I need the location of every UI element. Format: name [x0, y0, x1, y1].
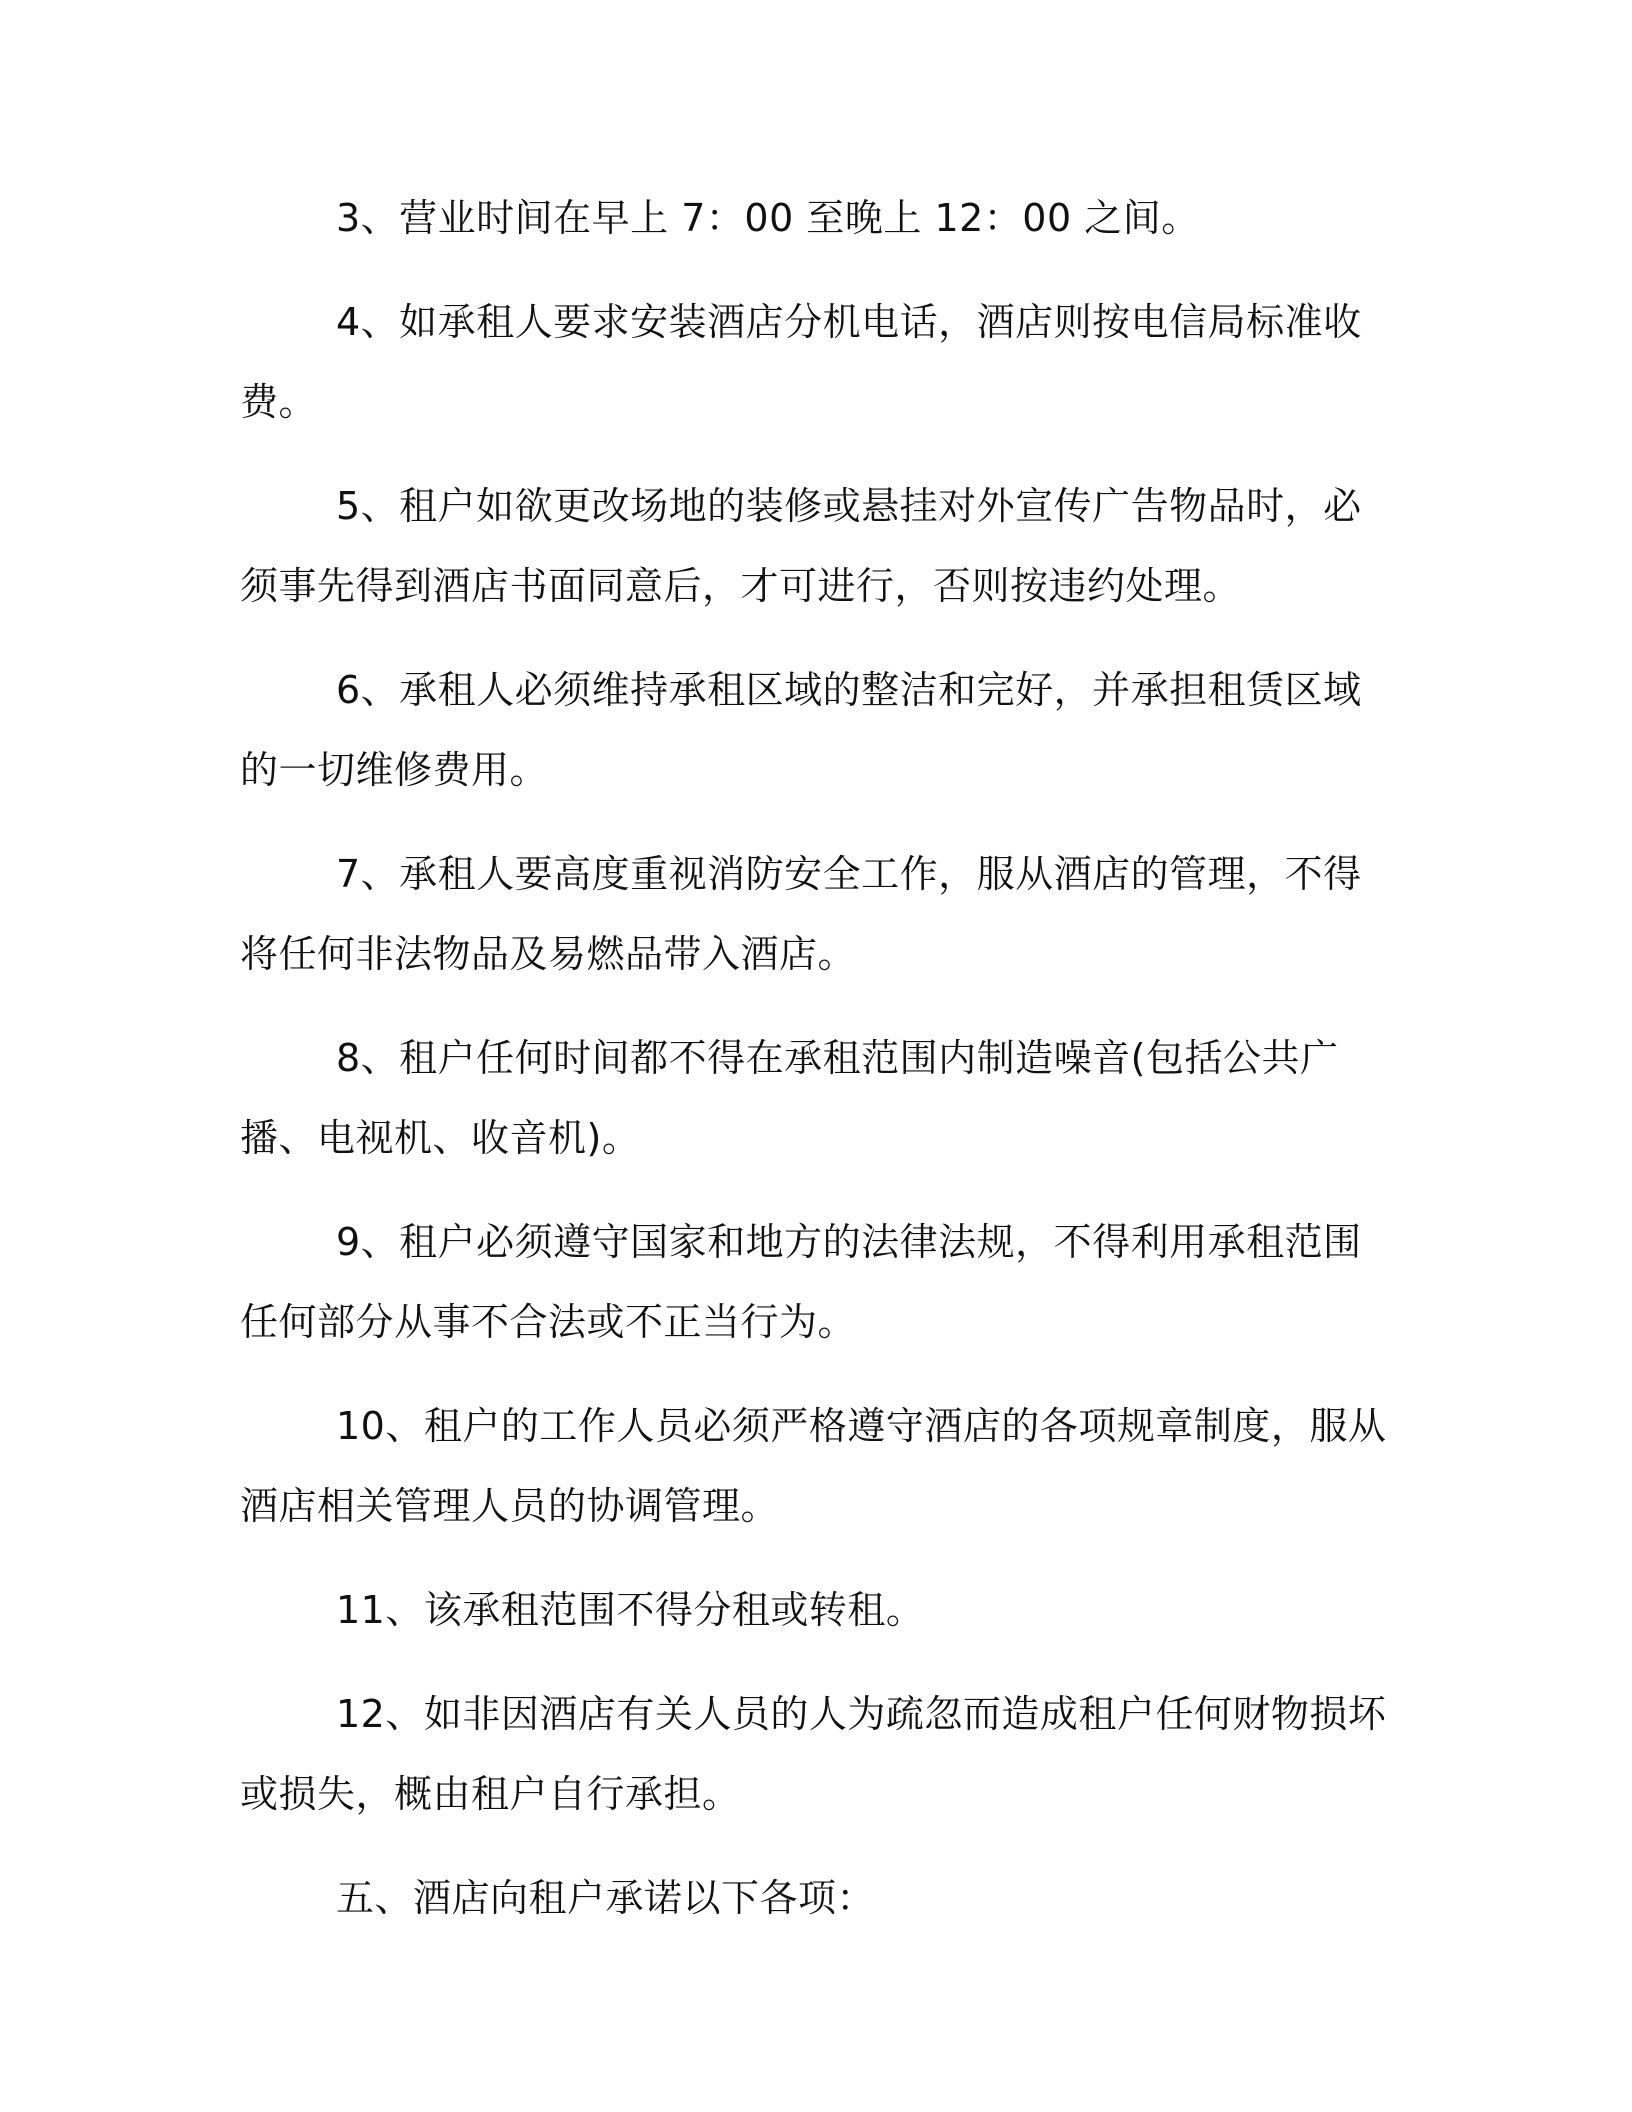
clause-7-fire-safety: 7、承租人要高度重视消防安全工作，服从酒店的管理，不得将任何非法物品及易燃品带入酒店。 [240, 852, 1362, 976]
clause-3-business-hours: 3、营业时间在早上 7：00 至晚上 12：00 之间。 [336, 196, 1200, 240]
clause-9-legal-compliance: 9、租户必须遵守国家和地方的法律法规，不得利用承租范围任何部分从事不合法或不正当行为。 [240, 1220, 1362, 1344]
clause-10-staff-rules: 10、租户的工作人员必须严格遵守酒店的各项规章制度，服从酒店相关管理人员的协调管理。 [240, 1404, 1387, 1528]
clause-12-property-loss: 12、如非因酒店有关人员的人为疏忽而造成租户任何财物损坏或损失，概由租户自行承担。 [240, 1692, 1387, 1816]
clause-11-no-sublease: 11、该承租范围不得分租或转租。 [336, 1588, 925, 1632]
document-body [240, 178, 1390, 1962]
clause-6-maintenance: 6、承租人必须维持承租区域的整洁和完好，并承担租赁区域的一切维修费用。 [240, 668, 1362, 792]
clause-4-extension-phone: 4、如承租人要求安装酒店分机电话，酒店则按电信局标准收费。 [240, 300, 1362, 424]
clause-5-renovation-advertising: 5、租户如欲更改场地的装修或悬挂对外宣传广告物品时，必须事先得到酒店书面同意后，才可进行，否则按违约处理。 [240, 484, 1362, 608]
clause-8-noise: 8、租户任何时间都不得在承租范围内制造噪音(包括公共广播、电视机、收音机)。 [240, 1036, 1339, 1160]
section-5-heading: 五、酒店向租户承诺以下各项： [336, 1876, 876, 1920]
